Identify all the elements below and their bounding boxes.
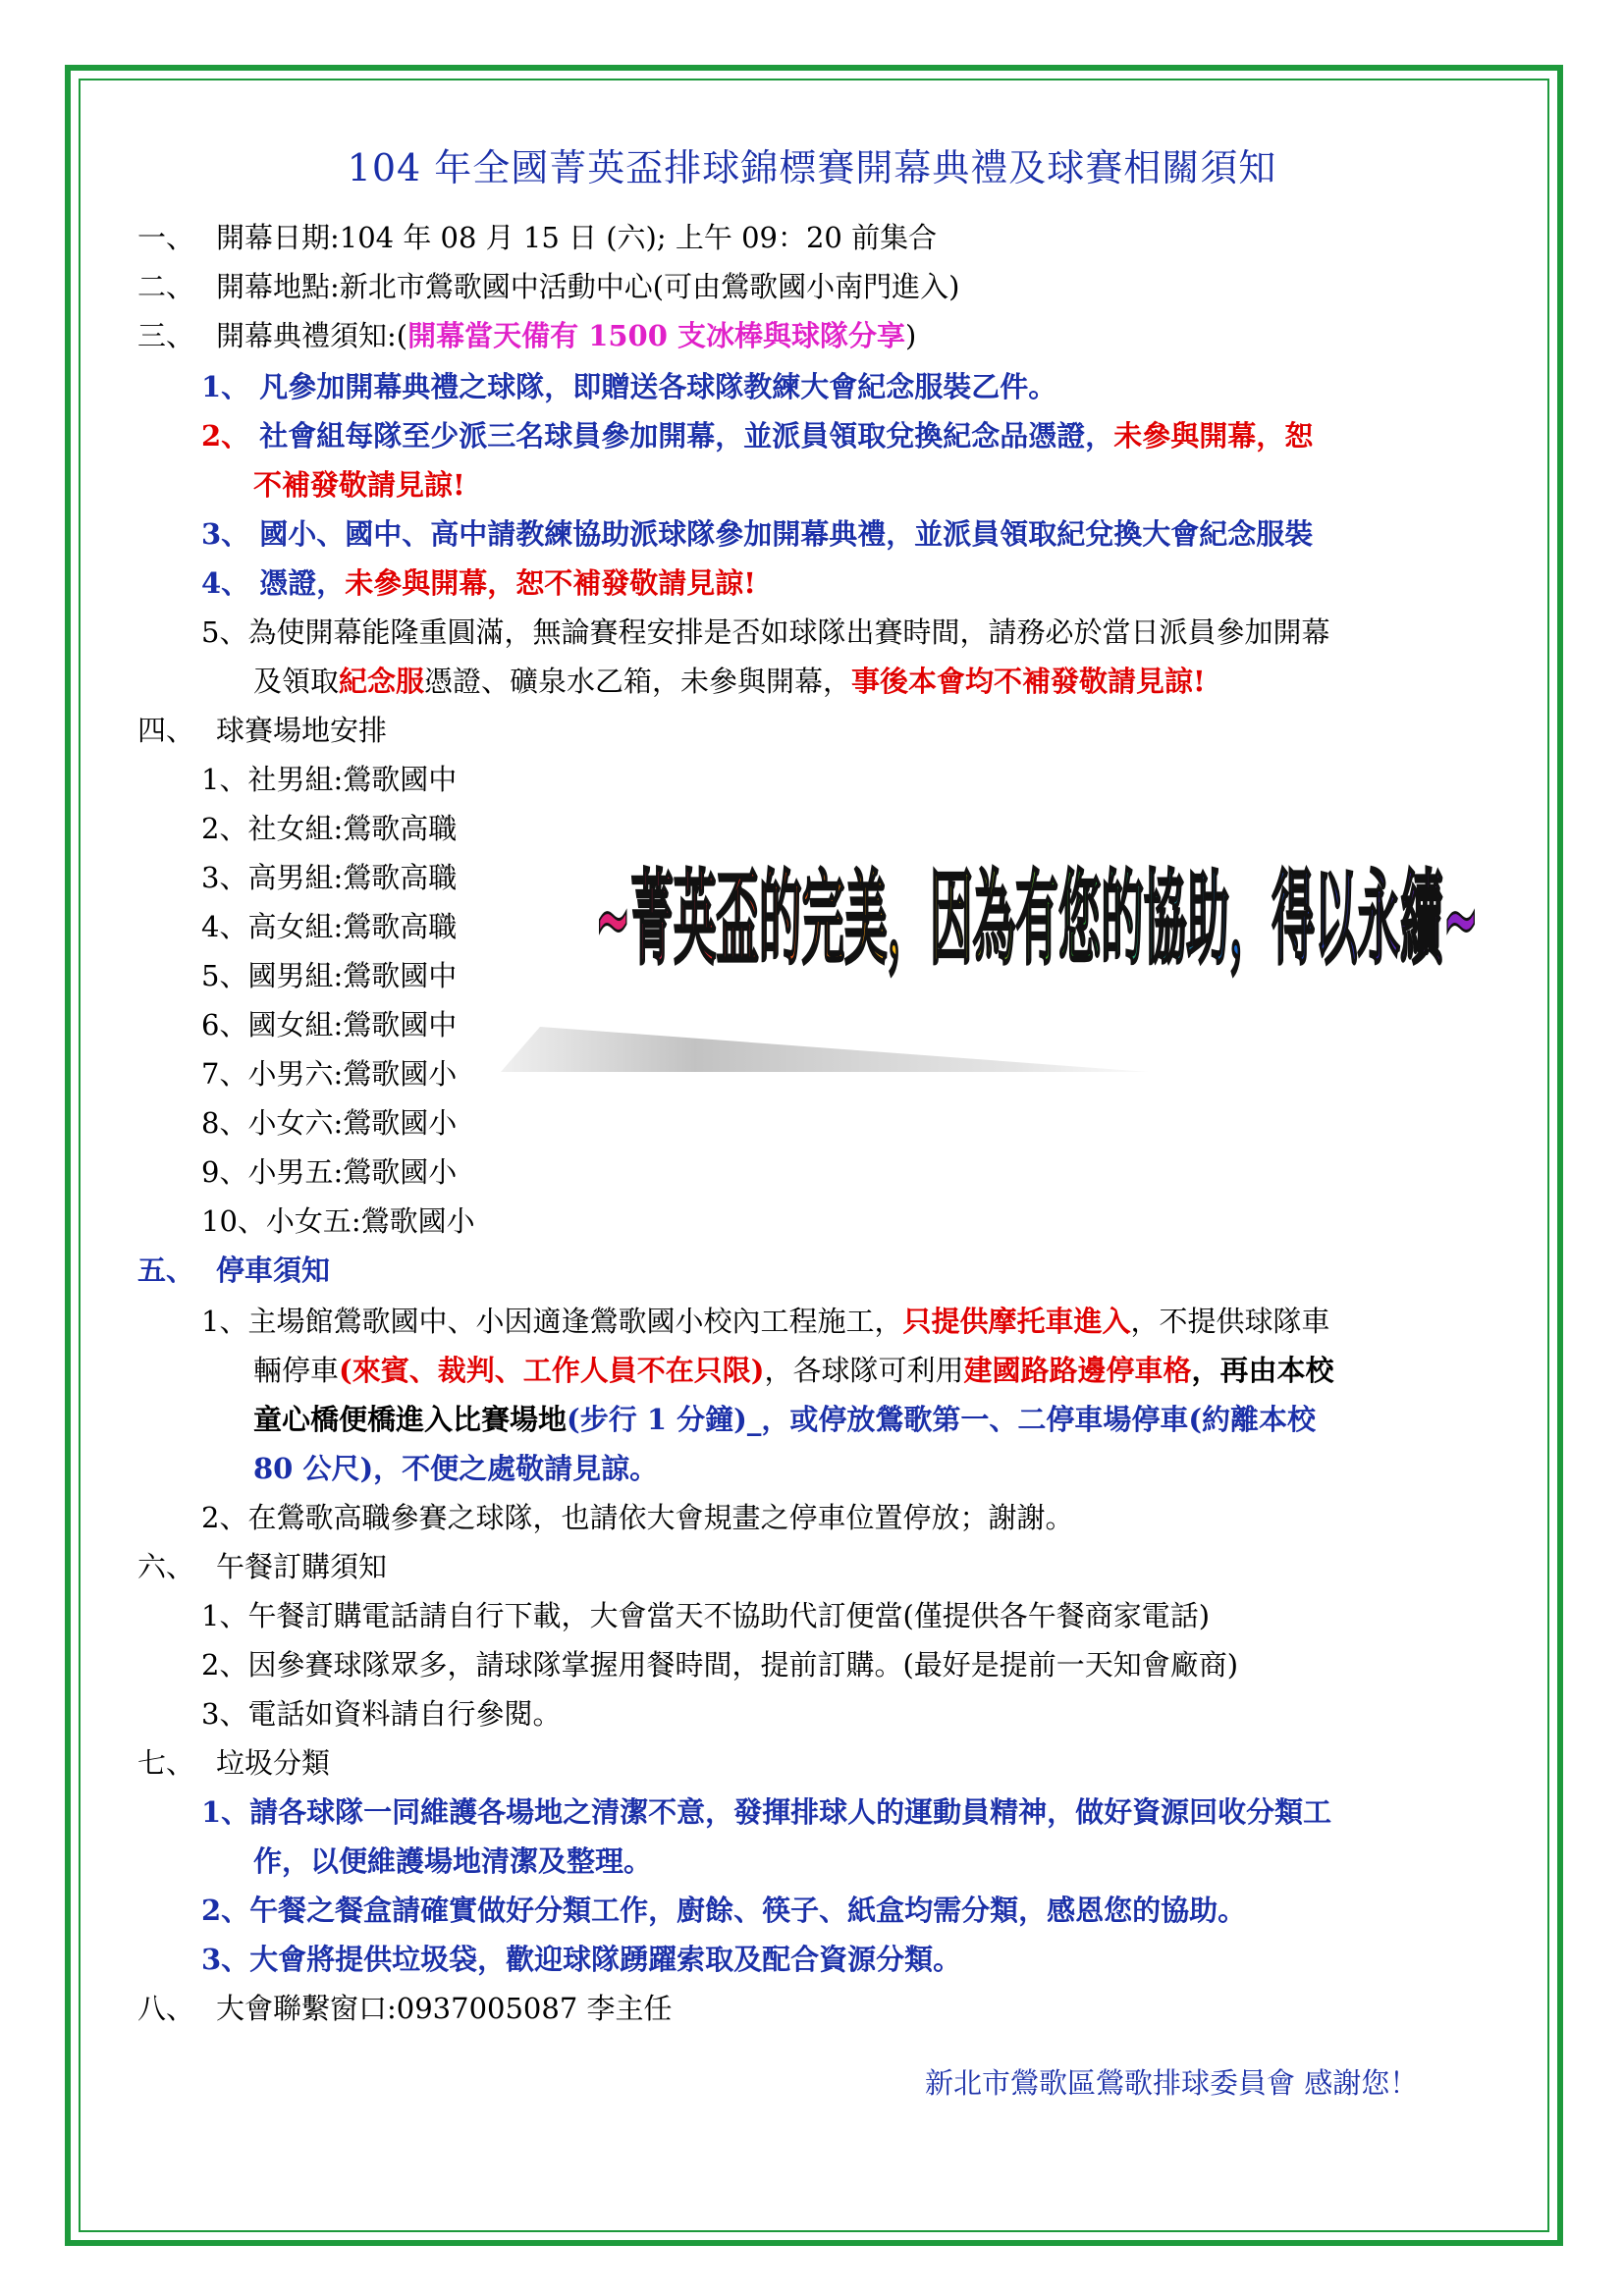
venue-item: 2、社女組:鶯歌高職 bbox=[201, 812, 458, 845]
section-number: 七、 bbox=[137, 1746, 195, 1780]
ceremony-item-2 bbox=[201, 416, 1313, 455]
close-paren: ) bbox=[905, 319, 917, 352]
section-1 bbox=[137, 218, 937, 257]
item-number: 4、 bbox=[201, 566, 250, 600]
section-7 bbox=[137, 1743, 330, 1783]
item-text: 及領取 bbox=[253, 665, 340, 698]
item-number: 2、 bbox=[201, 419, 250, 453]
section-number: 二、 bbox=[137, 270, 195, 303]
item-text: 憑證、礦泉水乙箱，未參與開幕， bbox=[424, 665, 852, 698]
lunch-item-2: 2、因參賽球隊眾多，請球隊掌握用餐時間，提前訂購。(最好是提前一天知會廠商) bbox=[201, 1648, 1239, 1682]
item-text: ，各球隊可利用 bbox=[764, 1354, 964, 1387]
section-6 bbox=[137, 1547, 387, 1586]
garbage-item-1-cont: 作，以便維護場地清潔及整理。 bbox=[253, 1844, 653, 1878]
section-2 bbox=[137, 267, 959, 306]
section-number: 四、 bbox=[137, 714, 195, 747]
garbage-item-3: 3、大會將提供垃圾袋，歡迎球隊踴躍索取及配合資源分類。 bbox=[201, 1943, 962, 1976]
item-highlight: 建國路路邊停車格 bbox=[963, 1354, 1192, 1387]
ceremony-item-4 bbox=[201, 563, 756, 603]
opening-date: 開幕日期:104 年 08 月 15 日 (六); 上午 09：20 前集合 bbox=[216, 221, 938, 254]
section-5 bbox=[137, 1251, 330, 1290]
garbage-item-1: 1、請各球隊一同維護各場地之清潔不意，發揮排球人的運動員精神，做好資源回收分類工 bbox=[201, 1795, 1332, 1829]
parking-item-1-line2 bbox=[253, 1351, 1334, 1390]
slogan-shadow bbox=[501, 1021, 1149, 1078]
item-text: 童心橋便橋進入比賽場地 bbox=[253, 1403, 568, 1436]
item-warning: 未參與開幕，恕不補發敬請見諒! bbox=[345, 566, 757, 600]
section-number: 三、 bbox=[137, 319, 195, 352]
item-warning: 只提供摩托車進入 bbox=[902, 1305, 1131, 1338]
lunch-item-3: 3、電話如資料請自行參閱。 bbox=[201, 1697, 562, 1731]
venue-item: 9、小男五:鶯歌國小 bbox=[201, 1155, 458, 1189]
venue-item: 7、小男六:鶯歌國小 bbox=[201, 1057, 458, 1091]
ceremony-item-5-cont bbox=[253, 662, 1206, 701]
ceremony-notice-label: 開幕典禮須知:( bbox=[216, 319, 408, 352]
footer-signature: 新北市鶯歌區鶯歌排球委員會 感謝您！ bbox=[925, 2066, 1419, 2100]
ceremony-item-3: 3、 國小、國中、高中請教練協助派球隊參加開幕典禮，並派員領取紀兌換大會紀念服裝 bbox=[201, 517, 1314, 551]
section-number: 五、 bbox=[137, 1254, 195, 1287]
item-text: ，不提供球隊車 bbox=[1130, 1305, 1330, 1338]
venue-item: 6、國女組:鶯歌國中 bbox=[201, 1008, 458, 1041]
item-text: ，再由本校 bbox=[1191, 1354, 1334, 1387]
parking-item-1 bbox=[201, 1302, 1329, 1341]
item-text: 社會組每隊至少派三名球員參加開幕，並派員領取兌換紀念品憑證， bbox=[249, 419, 1114, 453]
slogan-text: ~菁英盃的完美，因為有您的協助，得以永續~ bbox=[595, 859, 1479, 979]
parking-item-1-line4: 80 公尺)，不便之處敬請見諒。 bbox=[253, 1452, 659, 1485]
venue-item: 10、小女五:鶯歌國小 bbox=[201, 1204, 475, 1238]
venue-heading: 球賽場地安排 bbox=[216, 714, 388, 747]
parking-item-2: 2、在鶯歌高職參賽之球隊，也請依大會規畫之停車位置停放；謝謝。 bbox=[201, 1501, 1074, 1534]
lunch-heading: 午餐訂購須知 bbox=[216, 1550, 388, 1583]
item-warning: 事後本會均不補發敬請見諒! bbox=[851, 665, 1206, 698]
ceremony-item-5: 5、為使開幕能隆重圓滿，無論賽程安排是否如球隊出賽時間，請務必於當日派員參加開幕 bbox=[201, 615, 1330, 649]
garbage-item-2: 2、午餐之餐盒請確實做好分類工作，廚餘、筷子、紙盒均需分類，感恩您的協助。 bbox=[201, 1894, 1247, 1927]
venue-item: 4、高女組:鶯歌高職 bbox=[201, 910, 458, 943]
slogan-wordart bbox=[585, 844, 1489, 991]
venue-item: 8、小女六:鶯歌國小 bbox=[201, 1106, 458, 1140]
contact-info: 大會聯繫窗口:0937005087 李主任 bbox=[216, 1992, 673, 2025]
document-title: 104 年全國菁英盃排球錦標賽開幕典禮及球賽相關須知 bbox=[347, 146, 1277, 189]
venue-item: 1、社男組:鶯歌國中 bbox=[201, 763, 458, 796]
item-text: 輛停車 bbox=[253, 1354, 340, 1387]
section-number: 一、 bbox=[137, 221, 195, 254]
item-warning: (來賓、裁判、工作人員不在只限) bbox=[339, 1354, 765, 1387]
item-highlight: (步行 1 分鐘)_，或停放鶯歌第一、二停車場停車(約離本校 bbox=[567, 1403, 1317, 1436]
section-4 bbox=[137, 711, 387, 750]
ceremony-item-2-cont: 不補發敬請見諒! bbox=[253, 468, 465, 502]
item-text: 憑證， bbox=[249, 566, 346, 600]
section-8 bbox=[137, 1989, 673, 2028]
section-number: 八、 bbox=[137, 1992, 195, 2025]
section-3 bbox=[137, 316, 916, 355]
venue-item: 5、國男組:鶯歌國中 bbox=[201, 959, 458, 992]
parking-item-1-line3 bbox=[253, 1400, 1316, 1439]
ceremony-item-1: 1、 凡參加開幕典禮之球隊，即贈送各球隊教練大會紀念服裝乙件。 bbox=[201, 370, 1057, 403]
lunch-item-1: 1、午餐訂購電話請自行下載，大會當天不協助代訂便當(僅提供各午餐商家電話) bbox=[201, 1599, 1211, 1632]
section-number: 六、 bbox=[137, 1550, 195, 1583]
item-text: 1、主場館鶯歌國中、小因適逢鶯歌國小校內工程施工， bbox=[201, 1305, 903, 1338]
item-warning: 未參與開幕，恕 bbox=[1113, 419, 1314, 453]
item-highlight: 紀念服 bbox=[339, 665, 425, 698]
venue-item: 3、高男組:鶯歌高職 bbox=[201, 861, 458, 894]
parking-heading: 停車須知 bbox=[216, 1254, 331, 1287]
opening-venue: 開幕地點:新北市鶯歌國中活動中心(可由鶯歌國小南門進入) bbox=[216, 270, 960, 303]
garbage-heading: 垃圾分類 bbox=[216, 1746, 331, 1780]
popsicle-highlight: 開幕當天備有 1500 支冰棒與球隊分享 bbox=[407, 319, 905, 352]
